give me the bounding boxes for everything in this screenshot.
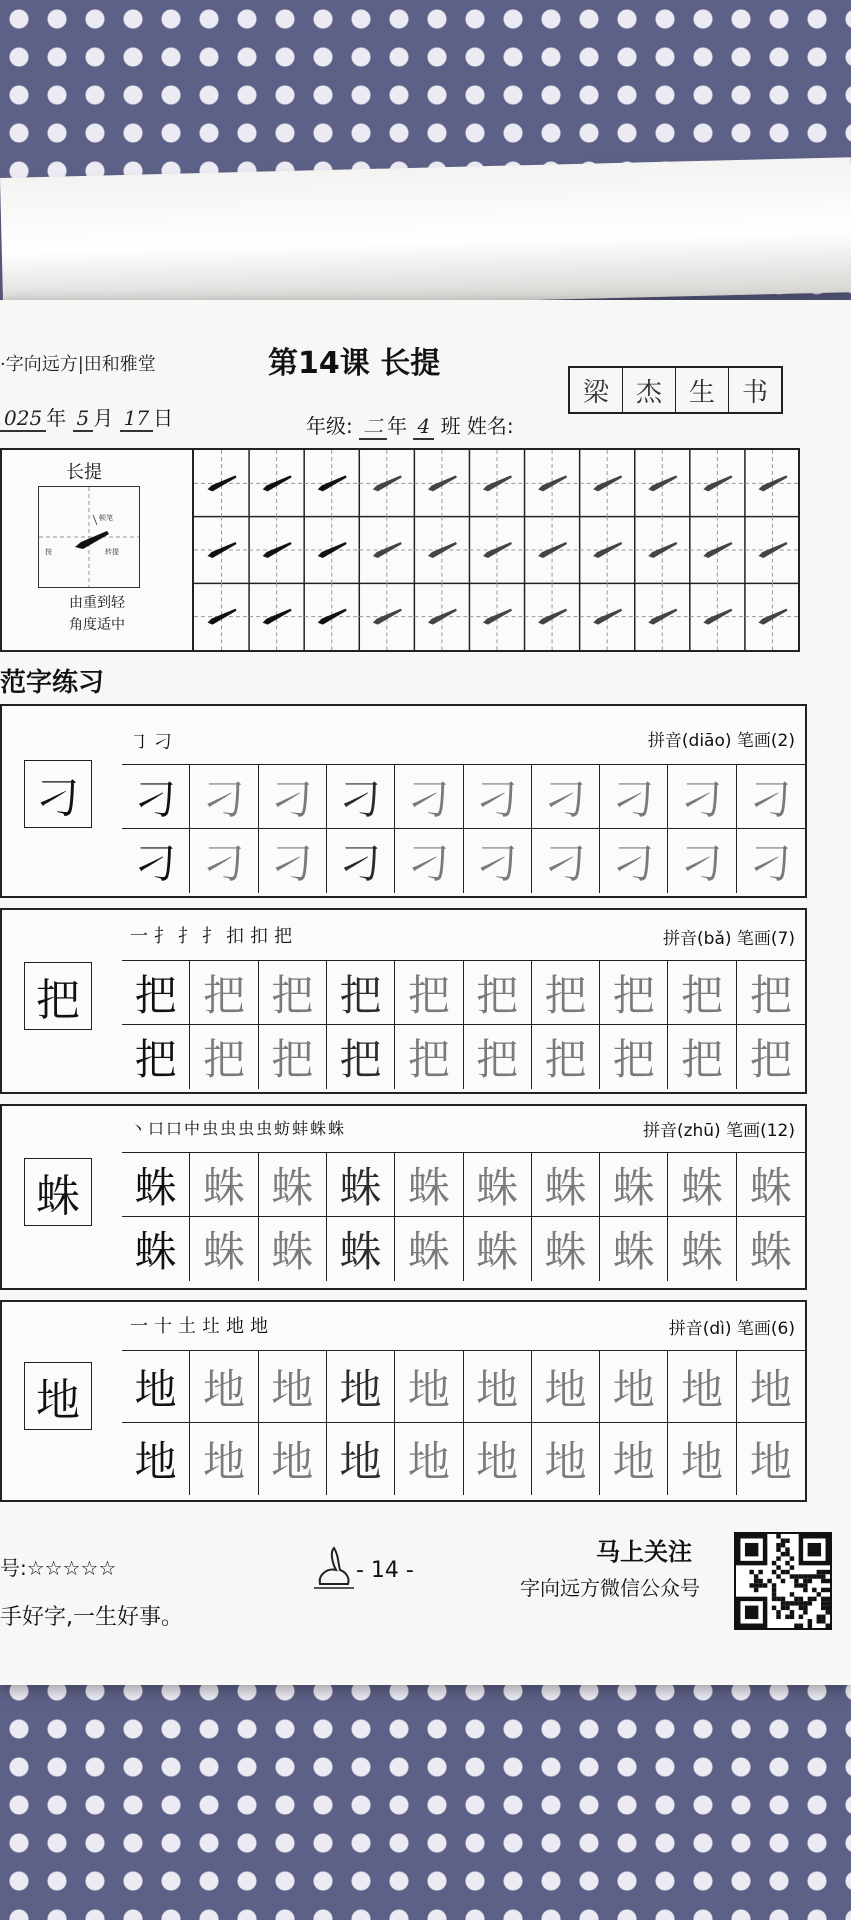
motto: 手好字,一生好事。: [0, 1605, 183, 1630]
practice-cell: 蛛: [190, 1153, 258, 1217]
order-step: 虫: [202, 1119, 221, 1138]
practice-cell: 地: [395, 1351, 463, 1423]
order-step: 地: [226, 1316, 250, 1337]
demo-label: 顿笔: [99, 514, 113, 522]
stroke-order: [130, 1116, 346, 1139]
practice-cell: 刁: [122, 765, 190, 829]
date-month: 5: [73, 406, 94, 432]
class-name-label: 班 姓名:: [440, 414, 514, 438]
qr-code[interactable]: [734, 1532, 832, 1630]
order-step: 虫: [256, 1119, 275, 1138]
order-step: 蛛: [310, 1119, 329, 1138]
order-step: 十: [154, 1316, 178, 1337]
practice-cell: 蛛: [327, 1217, 395, 1281]
stroke-practice-grid: [192, 450, 800, 650]
practice-cell: 刁: [668, 765, 736, 829]
practice-cell: 刁: [668, 829, 736, 893]
stroke-grid-svg: [194, 450, 800, 650]
practice-cell: 刁: [259, 829, 327, 893]
practice-cell: 地: [190, 1423, 258, 1495]
grade-line: [306, 410, 514, 439]
practice-cell: 刁: [327, 829, 395, 893]
practice-cell: 把: [464, 1025, 532, 1089]
date-year-suffix: 年: [46, 406, 67, 430]
practice-cell: 把: [464, 961, 532, 1025]
brand-logo: ·字向远方|田和雅堂: [0, 354, 156, 375]
folded-sheet-edge: [0, 157, 851, 313]
order-step: 蛛: [328, 1119, 347, 1138]
practice-cell: 蛛: [190, 1217, 258, 1281]
practice-cell: 蛛: [532, 1153, 600, 1217]
practice-grid: [122, 960, 805, 1089]
model-char: 蛛: [24, 1158, 92, 1226]
practice-cell: 地: [464, 1351, 532, 1423]
name-boxes: [568, 366, 783, 414]
practice-grid: [122, 764, 805, 893]
pinyin-strokes: 拼音(dì) 笔画(6): [668, 1319, 795, 1339]
practice-cell: 地: [395, 1423, 463, 1495]
follow-label: 马上关注: [596, 1538, 692, 1566]
stroke-order: [130, 1312, 274, 1338]
practice-cell: 把: [122, 961, 190, 1025]
order-step: 把: [274, 926, 298, 947]
practice-cell: 把: [532, 961, 600, 1025]
lesson-title: 第14课 长提: [268, 346, 441, 381]
practice-cell: 地: [327, 1351, 395, 1423]
practice-grid: [122, 1350, 805, 1495]
date-year: 025: [0, 406, 46, 432]
demo-label: 转提: [105, 548, 119, 556]
char-block-di: [0, 1300, 807, 1502]
practice-cell: 把: [600, 961, 668, 1025]
practice-cell: 地: [190, 1351, 258, 1423]
practice-cell: 刁: [327, 765, 395, 829]
grade-label: 年级:: [306, 414, 353, 438]
order-step: ㇆: [130, 732, 154, 753]
practice-cell: 蛛: [395, 1217, 463, 1281]
rating-stars: 号:☆☆☆☆☆: [0, 1556, 117, 1580]
order-step: 扣: [226, 926, 250, 947]
order-step: 虫: [238, 1119, 257, 1138]
section-title: 范字练习: [0, 668, 105, 698]
order-step: 一: [130, 1316, 154, 1337]
practice-cell: 把: [190, 1025, 258, 1089]
practice-cell: 刁: [259, 765, 327, 829]
practice-cell: 蛛: [749, 1227, 792, 1276]
practice-cell: 蛛: [464, 1217, 532, 1281]
practice-cell: 蛛: [327, 1153, 395, 1217]
practice-cell: 地: [464, 1423, 532, 1495]
stroke-note-line: 由重到轻: [69, 595, 125, 611]
class-value: 4: [413, 414, 434, 440]
order-step: 蚌: [292, 1119, 311, 1138]
practice-cell: 地: [600, 1351, 668, 1423]
stroke-order: [130, 728, 178, 754]
model-char: 把: [24, 962, 92, 1030]
stroke-practice-panel: [0, 448, 800, 652]
date-month-suffix: 月: [93, 406, 114, 430]
practice-cell: 蛛: [259, 1217, 327, 1281]
order-step: 中: [184, 1119, 203, 1138]
practice-cell: 把: [668, 1025, 736, 1089]
practice-cell: 刁: [464, 829, 532, 893]
practice-cell: 地: [749, 1437, 792, 1486]
practice-cell: 刁: [532, 829, 600, 893]
wechat-label: 字向远方微信公众号: [520, 1576, 700, 1600]
order-step: 口: [166, 1119, 185, 1138]
practice-cell: 蛛: [600, 1217, 668, 1281]
name-char: 杰: [623, 368, 676, 412]
practice-cell: 蛛: [395, 1153, 463, 1217]
char-block-diao: [0, 704, 807, 898]
demo-label: 按: [45, 548, 52, 556]
practice-cell: 刁: [395, 829, 463, 893]
practice-cell: 地: [737, 1351, 805, 1423]
practice-cell: 蛛: [259, 1153, 327, 1217]
practice-cell: 把: [532, 1025, 600, 1089]
order-step: 土: [178, 1316, 202, 1337]
practice-cell: 刁: [464, 765, 532, 829]
name-char: 生: [676, 368, 729, 412]
name-char: 梁: [570, 368, 623, 412]
practice-cell: 刁: [395, 765, 463, 829]
practice-cell: 刁: [190, 829, 258, 893]
practice-cell: 地: [532, 1351, 600, 1423]
grade-suffix: 年: [387, 414, 408, 438]
worksheet: [0, 300, 851, 1685]
practice-cell: 蛛: [122, 1153, 190, 1217]
order-step: 扌: [202, 926, 226, 947]
order-step: 蚄: [274, 1119, 293, 1138]
practice-cell: 刁: [600, 765, 668, 829]
grade-value: 二: [359, 414, 387, 440]
practice-cell: 刁: [190, 765, 258, 829]
pinyin-strokes: 拼音(diāo) 笔画(2): [647, 731, 795, 751]
practice-cell: 地: [532, 1423, 600, 1495]
model-char: 地: [24, 1362, 92, 1430]
practice-cell: 蛛: [668, 1153, 736, 1217]
order-step: 扣: [250, 926, 274, 947]
order-step: 一: [130, 926, 154, 947]
practice-cell: 地: [668, 1423, 736, 1495]
practice-cell: 刁: [737, 765, 805, 829]
practice-cell: 地: [327, 1423, 395, 1495]
practice-cell: 把: [259, 1025, 327, 1089]
practice-cell: 刁: [600, 829, 668, 893]
stroke-name: 长提: [66, 462, 102, 483]
stroke-note: [42, 592, 152, 636]
practice-grid: [122, 1152, 805, 1281]
practice-cell: 蛛: [668, 1217, 736, 1281]
stroke-note-line: 角度适中: [69, 617, 125, 633]
practice-cell: 把: [327, 1025, 395, 1089]
practice-cell: 地: [600, 1423, 668, 1495]
name-char: 书: [741, 377, 768, 408]
practice-cell: 刁: [122, 829, 190, 893]
practice-cell: 把: [600, 1025, 668, 1089]
pinyin-strokes: 拼音(bǎ) 笔画(7): [663, 929, 795, 949]
order-step: 圵: [202, 1316, 226, 1337]
order-step: 扌: [178, 926, 202, 947]
order-step: 口: [148, 1119, 167, 1138]
pinyin-strokes: 拼音(zhū) 笔画(12): [642, 1121, 795, 1141]
order-step: 刁: [154, 732, 178, 753]
practice-cell: 把: [259, 961, 327, 1025]
practice-cell: 蛛: [532, 1217, 600, 1281]
date-day: 17: [120, 406, 153, 432]
practice-cell: 把: [737, 961, 805, 1025]
stroke-order: [130, 922, 298, 948]
order-step: 地: [250, 1316, 274, 1337]
practice-cell: 地: [668, 1351, 736, 1423]
practice-cell: 把: [190, 961, 258, 1025]
stroke-demo-box: [38, 486, 140, 588]
char-block-zhu: [0, 1104, 807, 1290]
practice-cell: 把: [122, 1025, 190, 1089]
order-step: 丶: [130, 1119, 149, 1138]
date-day-suffix: 日: [153, 406, 174, 430]
practice-cell: 把: [395, 961, 463, 1025]
rising-stroke-diagram: [39, 487, 139, 587]
practice-cell: 蛛: [122, 1217, 190, 1281]
practice-cell: 地: [259, 1351, 327, 1423]
practice-cell: 地: [259, 1423, 327, 1495]
order-step: 扌: [154, 926, 178, 947]
model-char: 刁: [24, 760, 92, 828]
order-step: 虫: [220, 1119, 239, 1138]
rabbit-icon: [312, 1544, 356, 1592]
practice-cell: 地: [122, 1423, 190, 1495]
practice-cell: 蛛: [737, 1153, 805, 1217]
page-number: - 14 -: [356, 1558, 414, 1583]
practice-cell: 蛛: [464, 1153, 532, 1217]
practice-cell: 把: [668, 961, 736, 1025]
date-line: [0, 402, 173, 431]
practice-cell: 刁: [532, 765, 600, 829]
practice-cell: 刁: [749, 839, 792, 888]
practice-cell: 蛛: [600, 1153, 668, 1217]
practice-cell: 把: [749, 1035, 792, 1084]
practice-cell: 地: [122, 1351, 190, 1423]
qr-pattern: [736, 1534, 830, 1628]
char-block-ba: [0, 908, 807, 1094]
practice-cell: 把: [327, 961, 395, 1025]
practice-cell: 把: [395, 1025, 463, 1089]
